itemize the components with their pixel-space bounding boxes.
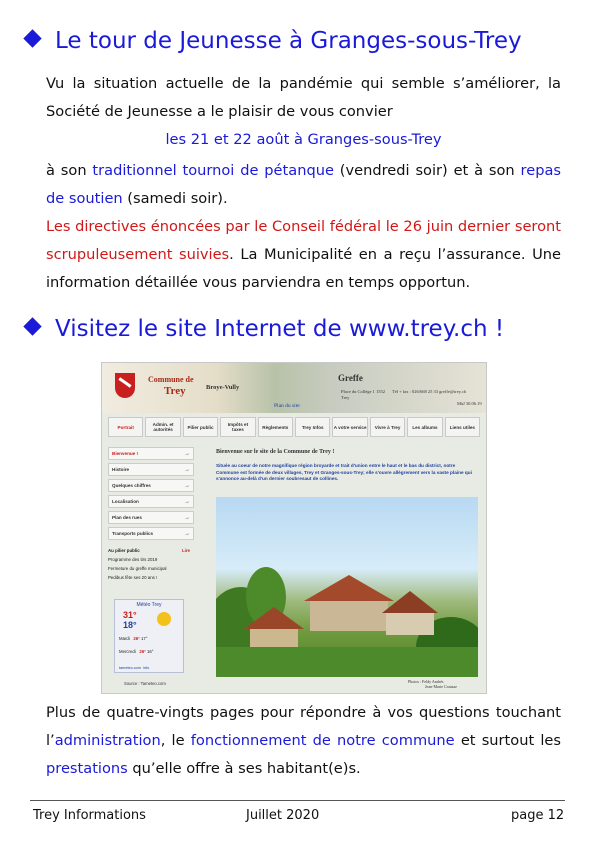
text-span: . La Municipalité en a reçu l’assurance. Une information détaillée vous parviendra en temps opportun. <box>46 246 561 291</box>
text-span: (samedi soir). <box>122 190 228 207</box>
footer-divider <box>30 800 565 801</box>
paragraph-events <box>46 157 561 213</box>
weather-forecast-row <box>119 649 154 654</box>
weather-low: 18° <box>123 620 137 630</box>
website-sidebar <box>108 447 194 543</box>
heading-text: Le tour de Jeunesse à Granges-sous-Trey <box>55 28 522 54</box>
nav-service[interactable]: A votre service <box>332 417 367 437</box>
banner-contact: Tél + fax : 026/668 25 33 greffe@trey.ch <box>392 389 467 394</box>
website-nav <box>108 417 480 437</box>
weather-source-credit: Source : Tameteo.com <box>124 681 166 686</box>
photo-credit <box>408 679 457 689</box>
sidebar-item-transports[interactable]: Transports publics → <box>108 527 194 540</box>
section-heading-jeunesse <box>26 28 522 54</box>
diamond-bullet-icon <box>23 29 41 47</box>
roof-shape <box>304 575 394 601</box>
weather-title: Météo Trey <box>136 602 162 608</box>
banner-commune: Commune de <box>148 375 194 384</box>
fonctionnement-link[interactable]: fonctionnement de notre commune <box>190 732 455 749</box>
day-label: Mercredi <box>119 649 136 654</box>
sidebar-item-histoire[interactable]: Histoire → <box>108 463 194 476</box>
banner-name: Trey <box>164 385 186 397</box>
weather-more-link[interactable]: info <box>143 666 150 670</box>
village-photo <box>216 497 478 677</box>
day-low: 17° <box>141 636 148 641</box>
house-shape <box>310 601 388 631</box>
nav-trey-infos[interactable]: Trey Infos <box>295 417 330 437</box>
nav-portrait[interactable]: Portrait <box>108 417 143 437</box>
website-screenshot <box>101 362 487 694</box>
pillar-item[interactable]: Fermeture du greffe municipal <box>108 566 167 571</box>
sidebar-item-chiffres[interactable]: Quelques chiffres → <box>108 479 194 492</box>
sidebar-item-localisation[interactable]: Localisation → <box>108 495 194 508</box>
website-banner <box>102 363 486 413</box>
welcome-title: Bienvenue sur le site de la Commune de Trey ! <box>216 449 335 455</box>
coat-of-arms-icon <box>115 373 135 398</box>
sun-icon <box>157 612 171 626</box>
sidebar-item-bienvenue[interactable]: Bienvenue ! → <box>108 447 194 460</box>
text-span: à son <box>46 162 93 179</box>
prestations-link[interactable]: prestations <box>46 760 128 777</box>
nav-admin[interactable]: Admin. et autorités <box>145 417 180 437</box>
repas-link[interactable]: repas de soutien <box>46 162 561 207</box>
directives-red-text: Les directives énoncées par le Conseil fédéral le 26 juin dernier seront scrupuleusement suivies <box>46 218 561 263</box>
paragraph-invitation <box>46 70 561 126</box>
day-label: Mardi <box>119 636 130 641</box>
banner-greffe: Greffe <box>338 373 363 383</box>
footer-page-number: page 12 <box>511 808 565 823</box>
day-high: 26° <box>139 649 146 654</box>
house-shape <box>386 613 434 635</box>
photo-credit-line: Jean-Marie Crausaz <box>425 684 457 689</box>
administration-link[interactable]: administration <box>54 732 161 749</box>
nav-liens[interactable]: Liens utiles <box>445 417 480 437</box>
text-span: , le <box>160 732 191 749</box>
paragraph-website <box>46 699 561 783</box>
meadow-shape <box>216 647 478 677</box>
text-span: qu’elle offre à ses habitant(e)s. <box>127 760 361 777</box>
photo-credit-line: Photos : Feldy Andrés <box>408 679 444 684</box>
roof-shape <box>382 591 438 613</box>
invitation-text: Vu la situation actuelle de la pandémie qui semble s’améliorer, la Société de Jeunesse a le plaisir de vous convier <box>46 75 561 120</box>
text-span: (vendredi soir) et à son <box>333 162 521 179</box>
day-low: 16° <box>147 649 154 654</box>
text-span: Plus de quatre-vingts pages pour répondre à vos questions touchant l’ <box>46 704 561 749</box>
pillar-box <box>108 548 194 580</box>
welcome-intro: Située au coeur de notre magnifique région broyarde et trait d'union entre le haut et le bas du district, notre Commune est formée de deux villages, Trey et Granges-sous-Trey; elle s'ouvre allègrement vers la vaste plaine qui s'annonce au-delà d'un dernier soubresaut de collines. <box>216 463 472 481</box>
nav-impots[interactable]: Impôts et taxes <box>220 417 255 437</box>
weather-widget <box>114 599 184 673</box>
banner-date: MàJ 30.06.19 <box>457 401 482 406</box>
weather-source-link[interactable]: tameteo.com <box>119 666 141 670</box>
nav-albums[interactable]: Les albums <box>407 417 442 437</box>
pillar-item[interactable]: Programme des tirs 2019 <box>108 557 158 562</box>
footer-date: Juillet 2020 <box>246 808 320 823</box>
weather-forecast-row <box>119 636 148 641</box>
pillar-item[interactable]: Pedibus fête ses 20 ans ! <box>108 575 158 580</box>
footer-publication: Trey Informations <box>33 808 146 823</box>
diamond-bullet-icon <box>23 317 41 335</box>
weather-high: 31° <box>123 610 137 620</box>
petanque-link[interactable]: traditionnel tournoi de pétanque <box>92 162 334 179</box>
event-dates: les 21 et 22 août à Granges-sous-Trey <box>165 131 442 148</box>
pillar-read-link[interactable]: Lire <box>181 548 190 553</box>
sidebar-item-plan[interactable]: Plan des rues → <box>108 511 194 524</box>
banner-address: Place du Collège 1 1552 Trey <box>341 389 385 400</box>
weather-source <box>119 666 149 670</box>
heading-text: Visitez le site Internet de www.trey.ch ! <box>55 316 505 342</box>
paragraph-directives <box>46 213 561 297</box>
site-plan-link[interactable]: Plan du site <box>274 403 300 409</box>
day-high: 26° <box>133 636 140 641</box>
nav-vivre[interactable]: Vivre à Trey <box>370 417 405 437</box>
pillar-title: Au pilier public <box>108 548 140 553</box>
text-span: et surtout les <box>454 732 561 749</box>
section-heading-website <box>26 316 504 342</box>
nav-pilier[interactable]: Pilier public <box>183 417 218 437</box>
nav-reglements[interactable]: Règlements <box>258 417 293 437</box>
banner-region: Broye-Vully <box>206 384 240 391</box>
